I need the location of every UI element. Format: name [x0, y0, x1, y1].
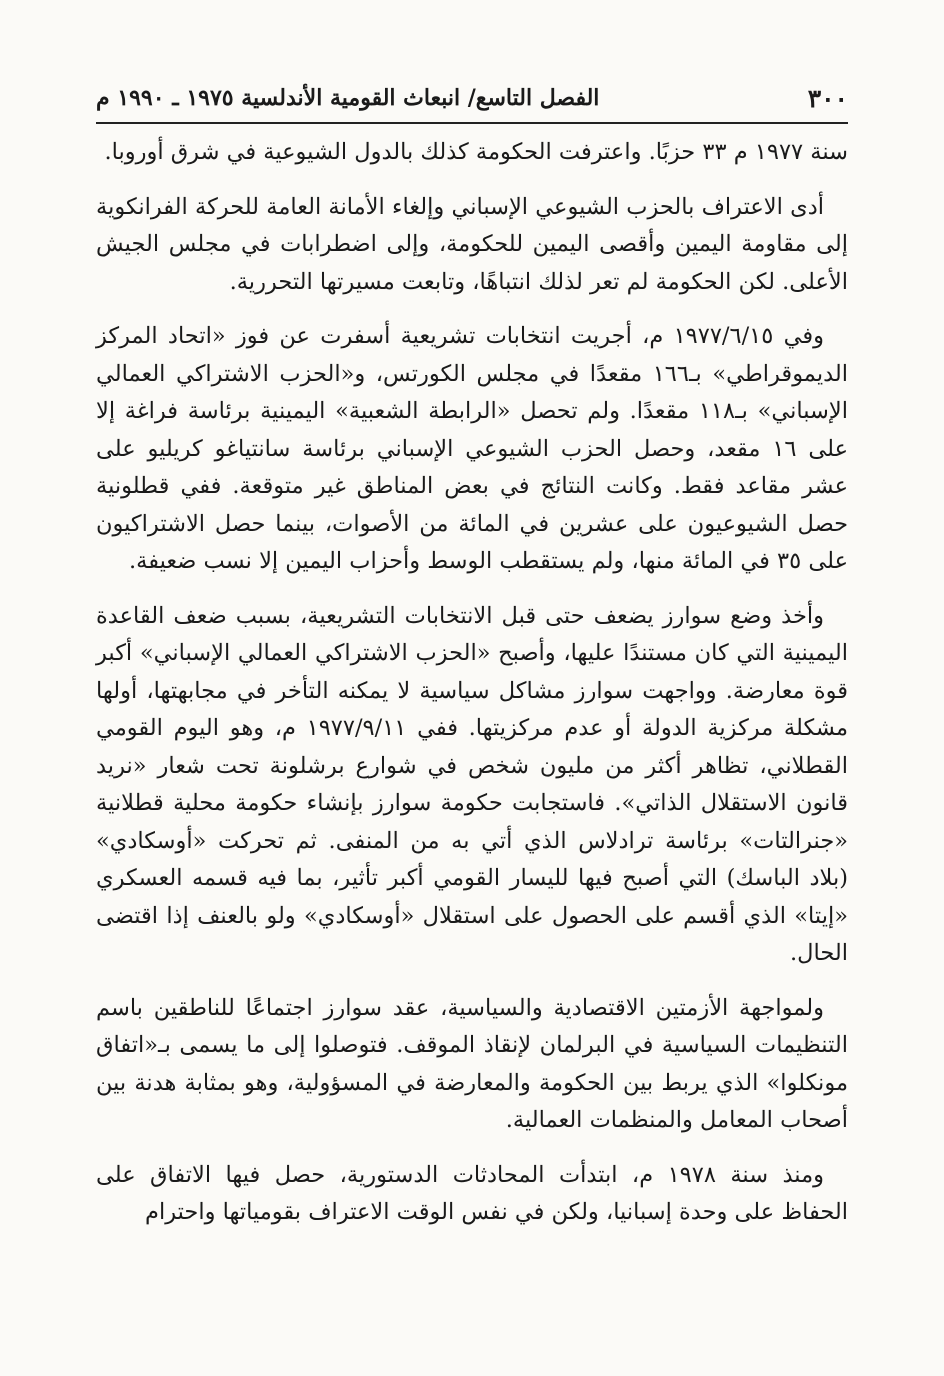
page-number: ٣٠٠ [807, 83, 848, 113]
paragraph-2: أدى الاعتراف بالحزب الشيوعي الإسباني وإلغاء الأمانة العامة للحركة الفرانكوية إلى مقاومة اليمين وأقصى اليمين للحكومة، وإلى اضطرابات في مجلس الجيش الأعلى. لكن الحكومة لم تعر لذلك انتباهًا، وتابعت مسيرتها التحررية. [96, 193, 848, 295]
paragraph-1: سنة ١٩٧٧ م ٣٣ حزبًا. واعترفت الحكومة كذلك بالدول الشيوعية في شرق أوروبا. [104, 139, 848, 165]
header-divider [96, 122, 848, 124]
paragraph-3: وفي ١٩٧٧/٦/١٥ م، أجريت انتخابات تشريعية أسفرت عن فوز «اتحاد المركز الديموقراطي» بـ١٦٦ مقعدًا في مجلس الكورتس، و«الحزب الاشتراكي العمالي الإسباني» بـ١١٨ مقعدًا. ولم تحصل «الرابطة الشعبية» اليمينية برئاسة فراغة إلا على ١٦ مقعد، وحصل الحزب الشيوعي الإسباني برئاسة سانتياغو كريليو على عشر مقاعد فقط. وكانت النتائج في بعض المناطق غير متوقعة. ففي قطلونية حصل الشيوعيون على عشرين في المائة من الأصوات، بينما حصل الاشتراكيون على ٣٥ في المائة منها، ولم يستقطب الوسط وأحزاب اليمين إلا نسب ضعيفة. [96, 323, 848, 574]
paragraph-4: وأخذ وضع سوارز يضعف حتى قبل الانتخابات التشريعية، بسبب ضعف القاعدة اليمينية التي كان مستندًا عليها، وأصبح «الحزب الاشتراكي العمالي الإسباني» أكبر قوة معارضة. وواجهت سوارز مشاكل سياسية لا يمكنه التأخر في مجابهتها، أولها مشكلة مركزية الدولة أو عدم مركزيتها. ففي ١٩٧٧/٩/١١ م، وهو اليوم القومي القطلاني، تظاهر أكثر من مليون شخص في شوارع برشلونة تحت شعار «نريد قانون الاستقلال الذاتي». فاستجابت حكومة سوارز بإنشاء حكومة محلية قطلانية «جنرالتات» برئاسة ترادلاس الذي أتي به من المنفى. ثم تحركت «أوسكادي» (بلاد الباسك) التي أصبح فيها لليسار القومي أكبر تأثير، بما فيه قسمه العسكري «إيتا» الذي أقسم على الحصول على استقلال «أوسكادي» ولو بالعنف إذا اقتضى الحال. [96, 602, 848, 966]
paragraph-5: ولمواجهة الأزمتين الاقتصادية والسياسية، عقد سوارز اجتماعًا للناطقين باسم التنظيمات السياسية في البرلمان لإنقاذ الموقف. فتوصلوا إلى ما يسمى بـ«اتفاق مونكلوا» الذي يربط بين الحكومة والمعارضة في المسؤولية، وهو بمثابة هدنة بين أصحاب المعامل والمنظمات العمالية. [96, 994, 848, 1133]
paragraph-6: ومنذ سنة ١٩٧٨ م، ابتدأت المحادثات الدستورية، حصل فيها الاتفاق على الحفاظ على وحدة إسبانيا، ولكن في نفس الوقت الاعتراف بقومياتها واحترام [96, 1161, 848, 1225]
chapter-title: الفصل التاسع/ انبعاث القومية الأندلسية ١٩٧٥ ـ ١٩٩٠ م [96, 85, 600, 111]
body-text [96, 134, 848, 1249]
running-header [96, 78, 848, 118]
